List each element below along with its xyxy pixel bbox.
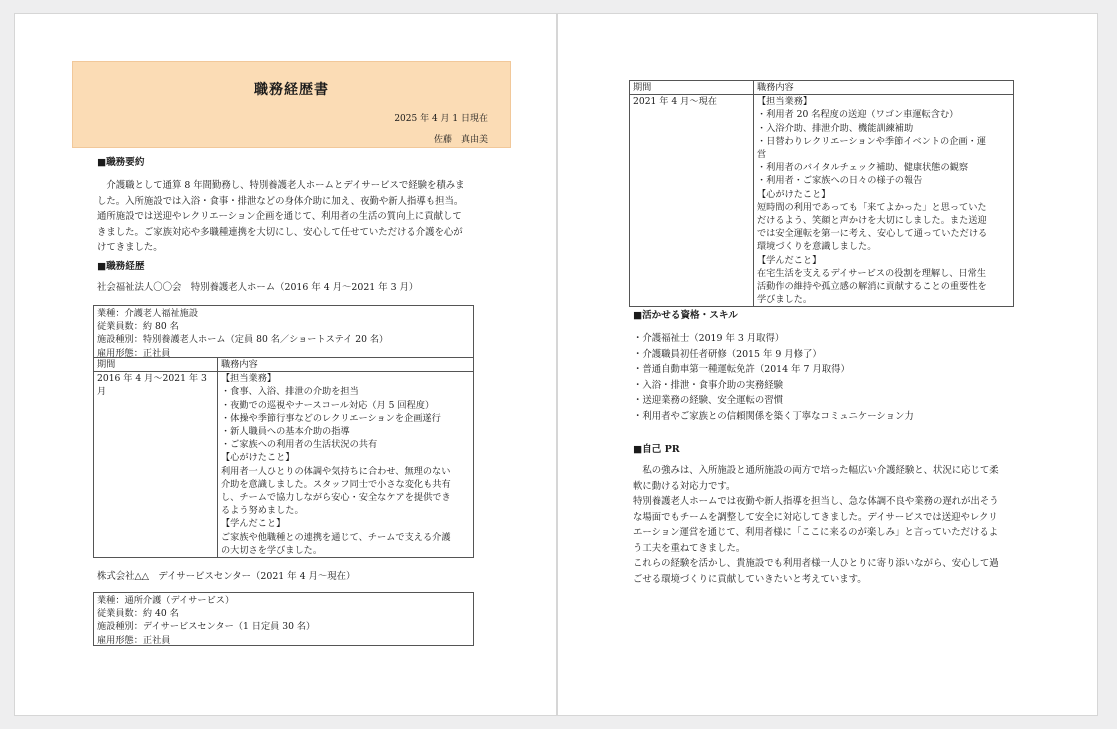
skill-item: ・送迎業務の経験、安全運転の習慣 [633,395,784,406]
content-line: 環境づくりを意識しました。 [757,241,877,253]
pr-line: う工夫を重ねてきました。 [633,542,746,554]
content-line: の大切さを学びました。 [221,544,323,556]
content-line: ・ご家族への利用者の生活状況の共有 [221,439,378,451]
content-line: ご家族や他職種との連携を通じて、チームで支える介護 [221,531,451,543]
page-2 [557,13,1098,716]
summary-text [97,178,465,256]
pr-line: 軟に動ける対応力です。 [633,480,736,492]
pr-line: 私の強みは、入所施設と通所施設の両方で培った幅広い介護経験と、状況に応じて柔 [633,465,999,476]
content-line: だけるよう、笑顔と声かけを大切にしました。また送迎 [757,215,987,227]
pr-line: 特別養護老人ホームでは夜勤や新人指導を担当し、急な体調不良や業務の遅れが出そう [633,496,999,507]
company2-info [93,592,474,646]
history-heading: ■職務経歴 [97,261,145,272]
company1-info-line: 業種：介護老人福祉施設 [97,308,199,319]
summary-line: 介護職として通算 8 年間勤務し、特別養護老人ホームとデイサービスで経験を積みま [97,180,465,191]
summary-heading: ■職務要約 [97,157,145,168]
company1-info-line: 従業員数：約 80 名 [97,321,179,333]
col-period-header: 期間 [94,358,218,372]
content-line: 活動作の維持や孤立感の解消に貢献することの重要性を [757,281,987,293]
page-1 [14,13,557,716]
company2-info-line: 施設種別：デイサービスセンター（1 日定員 30 名） [97,621,316,633]
company1-duty-table [93,357,474,558]
content-cell [218,372,474,558]
content-line: ・体操や季節行事などのレクリエーションを企画遂行 [221,412,441,424]
content-line: 【学んだこと】 [221,518,286,530]
content-cell [754,95,1014,307]
content-line: ・利用者 20 名程度の送迎（ワゴン車運転含む） [757,109,959,121]
pr-line: ごせる環境づくりに貢献していきたいと考えています。 [633,573,867,585]
content-line: 【担当業務】 [221,373,277,385]
company2-info-line: 業種：通所介護（デイサービス） [97,595,235,606]
content-line: 利用者一人ひとりの体調や気持ちに合わせ、無理のない [221,465,451,477]
document-header [72,61,511,148]
skill-item: ・利用者やご家族との信頼関係を築く丁寧なコミュニケーション力 [633,410,914,422]
document-title: 職務経歴書 [254,82,329,98]
skills-list [633,331,914,424]
company1-label: 社会福祉法人〇〇会 特別養護老人ホーム（2016 年 4 月～2021 年 3 月） [97,282,419,293]
col-content-header: 職務内容 [754,81,1014,95]
content-line: 【心がけたこと】 [221,452,295,464]
pr-line: エーション運営を通じて、利用者様に「ここに来るのが楽しみ」と言っていただけるよ [633,527,999,538]
period-cell: 2021 年 4 月～現在 [630,95,754,307]
content-line: 営 [757,149,767,161]
col-content-header: 職務内容 [218,358,474,372]
skills-heading: ■活かせる資格・スキル [633,310,738,321]
content-line: 介助を意識しました。スタッフ同士で小さな変化も共有 [221,478,451,490]
summary-line: きました。ご家族対応や多職種連携を大切にし、安心して任せていただける介護を心が [97,226,463,238]
content-line: ・入浴介助、排泄介助、機能訓練補助 [757,122,914,134]
content-line: ・利用者のバイタルチェック補助、健康状態の観察 [757,162,969,174]
summary-line: けてきました。 [97,242,163,253]
content-line: ・食事、入浴、排泄の介助を担当 [221,386,359,398]
content-line: 在宅生活を支えるデイサービスの役割を理解し、日常生 [757,267,987,279]
company1-info-line: 雇用形態：正社員 [97,347,171,359]
skill-item: ・入浴・排泄・食事介助の実務経験 [633,379,784,391]
content-line: し、チームで協力しながら安心・安全なケアを提供でき [221,492,451,504]
content-line: ・新人職員への基本介助の指導 [221,426,350,438]
content-line: るよう努めました。 [221,505,304,517]
pr-line: これらの経験を活かし、貴施設でも利用者様一人ひとりに寄り添いながら、安心して過 [633,558,999,569]
summary-line: 通所施設では送迎やレクリエーション企画を通じて、利用者の生活の質向上に貢献して [97,211,462,222]
col-period-header: 期間 [630,81,754,95]
summary-line: した。入所施設では入浴・食事・排泄などの身体介助に加え、夜勤や新人指導も担当。 [97,195,464,207]
author-name: 佐藤 真由美 [433,135,488,145]
company2-label: 株式会社△△ デイサービスセンター（2021 年 4 月～現在） [97,571,356,582]
content-line: では安全運転を第一に考え、安心して通っていただける [757,228,988,240]
pr-text [633,463,999,587]
content-line: 【心がけたこと】 [757,188,831,200]
content-line: ・利用者・ご家族への日々の様子の報告 [757,175,923,187]
company1-info-line: 施設種別：特別養護老人ホーム（定員 80 名／ショートステイ 20 名） [97,334,389,346]
pr-line: な場面でもチームを調整して安全に対応してきました。デイサービスでは送迎やレクリ [633,511,998,523]
content-line: 短時間の利用であっても「来てよかった」と思っていた [757,201,987,213]
period-cell: 2016 年 4 月～2021 年 3 月 [94,372,218,558]
content-line: 学びました。 [757,294,813,306]
pr-heading: ■自己 PR [633,444,680,455]
content-line: ・日替わりレクリエーションや季節イベントの企画・運 [757,135,986,147]
skill-item: ・介護福祉士（2019 年 3 月取得） [633,333,785,344]
company1-info [93,305,474,358]
company2-duty-table [629,80,1014,307]
company2-info-line: 従業員数：約 40 名 [97,608,179,620]
content-line: ・夜勤での巡視やナースコール対応（月 5 回程度） [221,399,435,411]
content-line: 【学んだこと】 [757,254,822,266]
skill-item: ・普通自動車第一種運転免許（2014 年 7 月取得） [633,364,850,375]
company2-info-line: 雇用形態：正社員 [97,634,171,646]
content-line: 【担当業務】 [757,96,813,108]
skill-item: ・介護職員初任者研修（2015 年 9 月修了） [633,348,822,360]
document-date: 2025 年 4 月 1 日現在 [394,114,488,124]
